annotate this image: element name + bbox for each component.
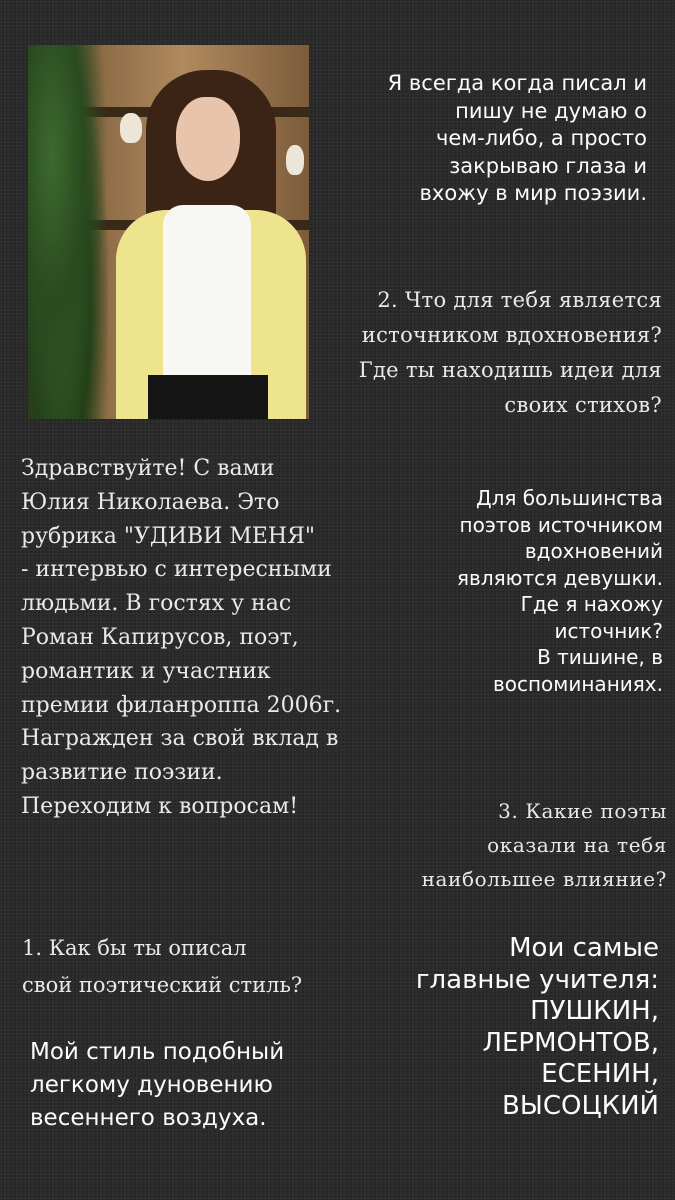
answer-3: Мои самые главные учителя: ПУШКИН, ЛЕРМОНТОВ, ЕСЕНИН, ВЫСОЦКИЙ [415,933,659,1121]
photo-plant [28,45,108,419]
photo-face [176,97,240,181]
answer-1: Мой стиль подобный легкому дуновению весеннего воздуха. [30,1039,285,1131]
interview-photo [28,45,309,419]
answer-2: Для большинства поэтов источником вдохновений являются девушки. Где я нахожу источник? В тишине, в воспоминаниях. [457,486,663,696]
photo-shirt [163,205,251,385]
photo-vase [120,113,142,143]
question-3: 3. Какие поэты оказали на тебя наибольшее влияние? [421,799,667,891]
answer-style-intro: Я всегда когда писал и пишу не думаю о чем-либо, а просто закрываю глаза и вхожу в мир поэзии. [387,71,647,205]
photo-pants [148,375,268,419]
intro-text: Здравствуйте! С вами Юлия Николаева. Это рубрика "УДИВИ МЕНЯ" - интервью с интересными людьми. В гостях у нас Роман Капирусов, поэт, романтик и участник премии филанроппа 2006г. Награжден за свой вклад в развитие поэзии. Переходим к вопросам! [21,456,342,819]
photo-vase [286,145,304,175]
question-2: 2. Что для тебя является источником вдохновения? Где ты находишь идеи для своих стихов? [358,288,662,417]
question-1: 1. Как бы ты описал свой поэтический стиль? [22,936,303,997]
